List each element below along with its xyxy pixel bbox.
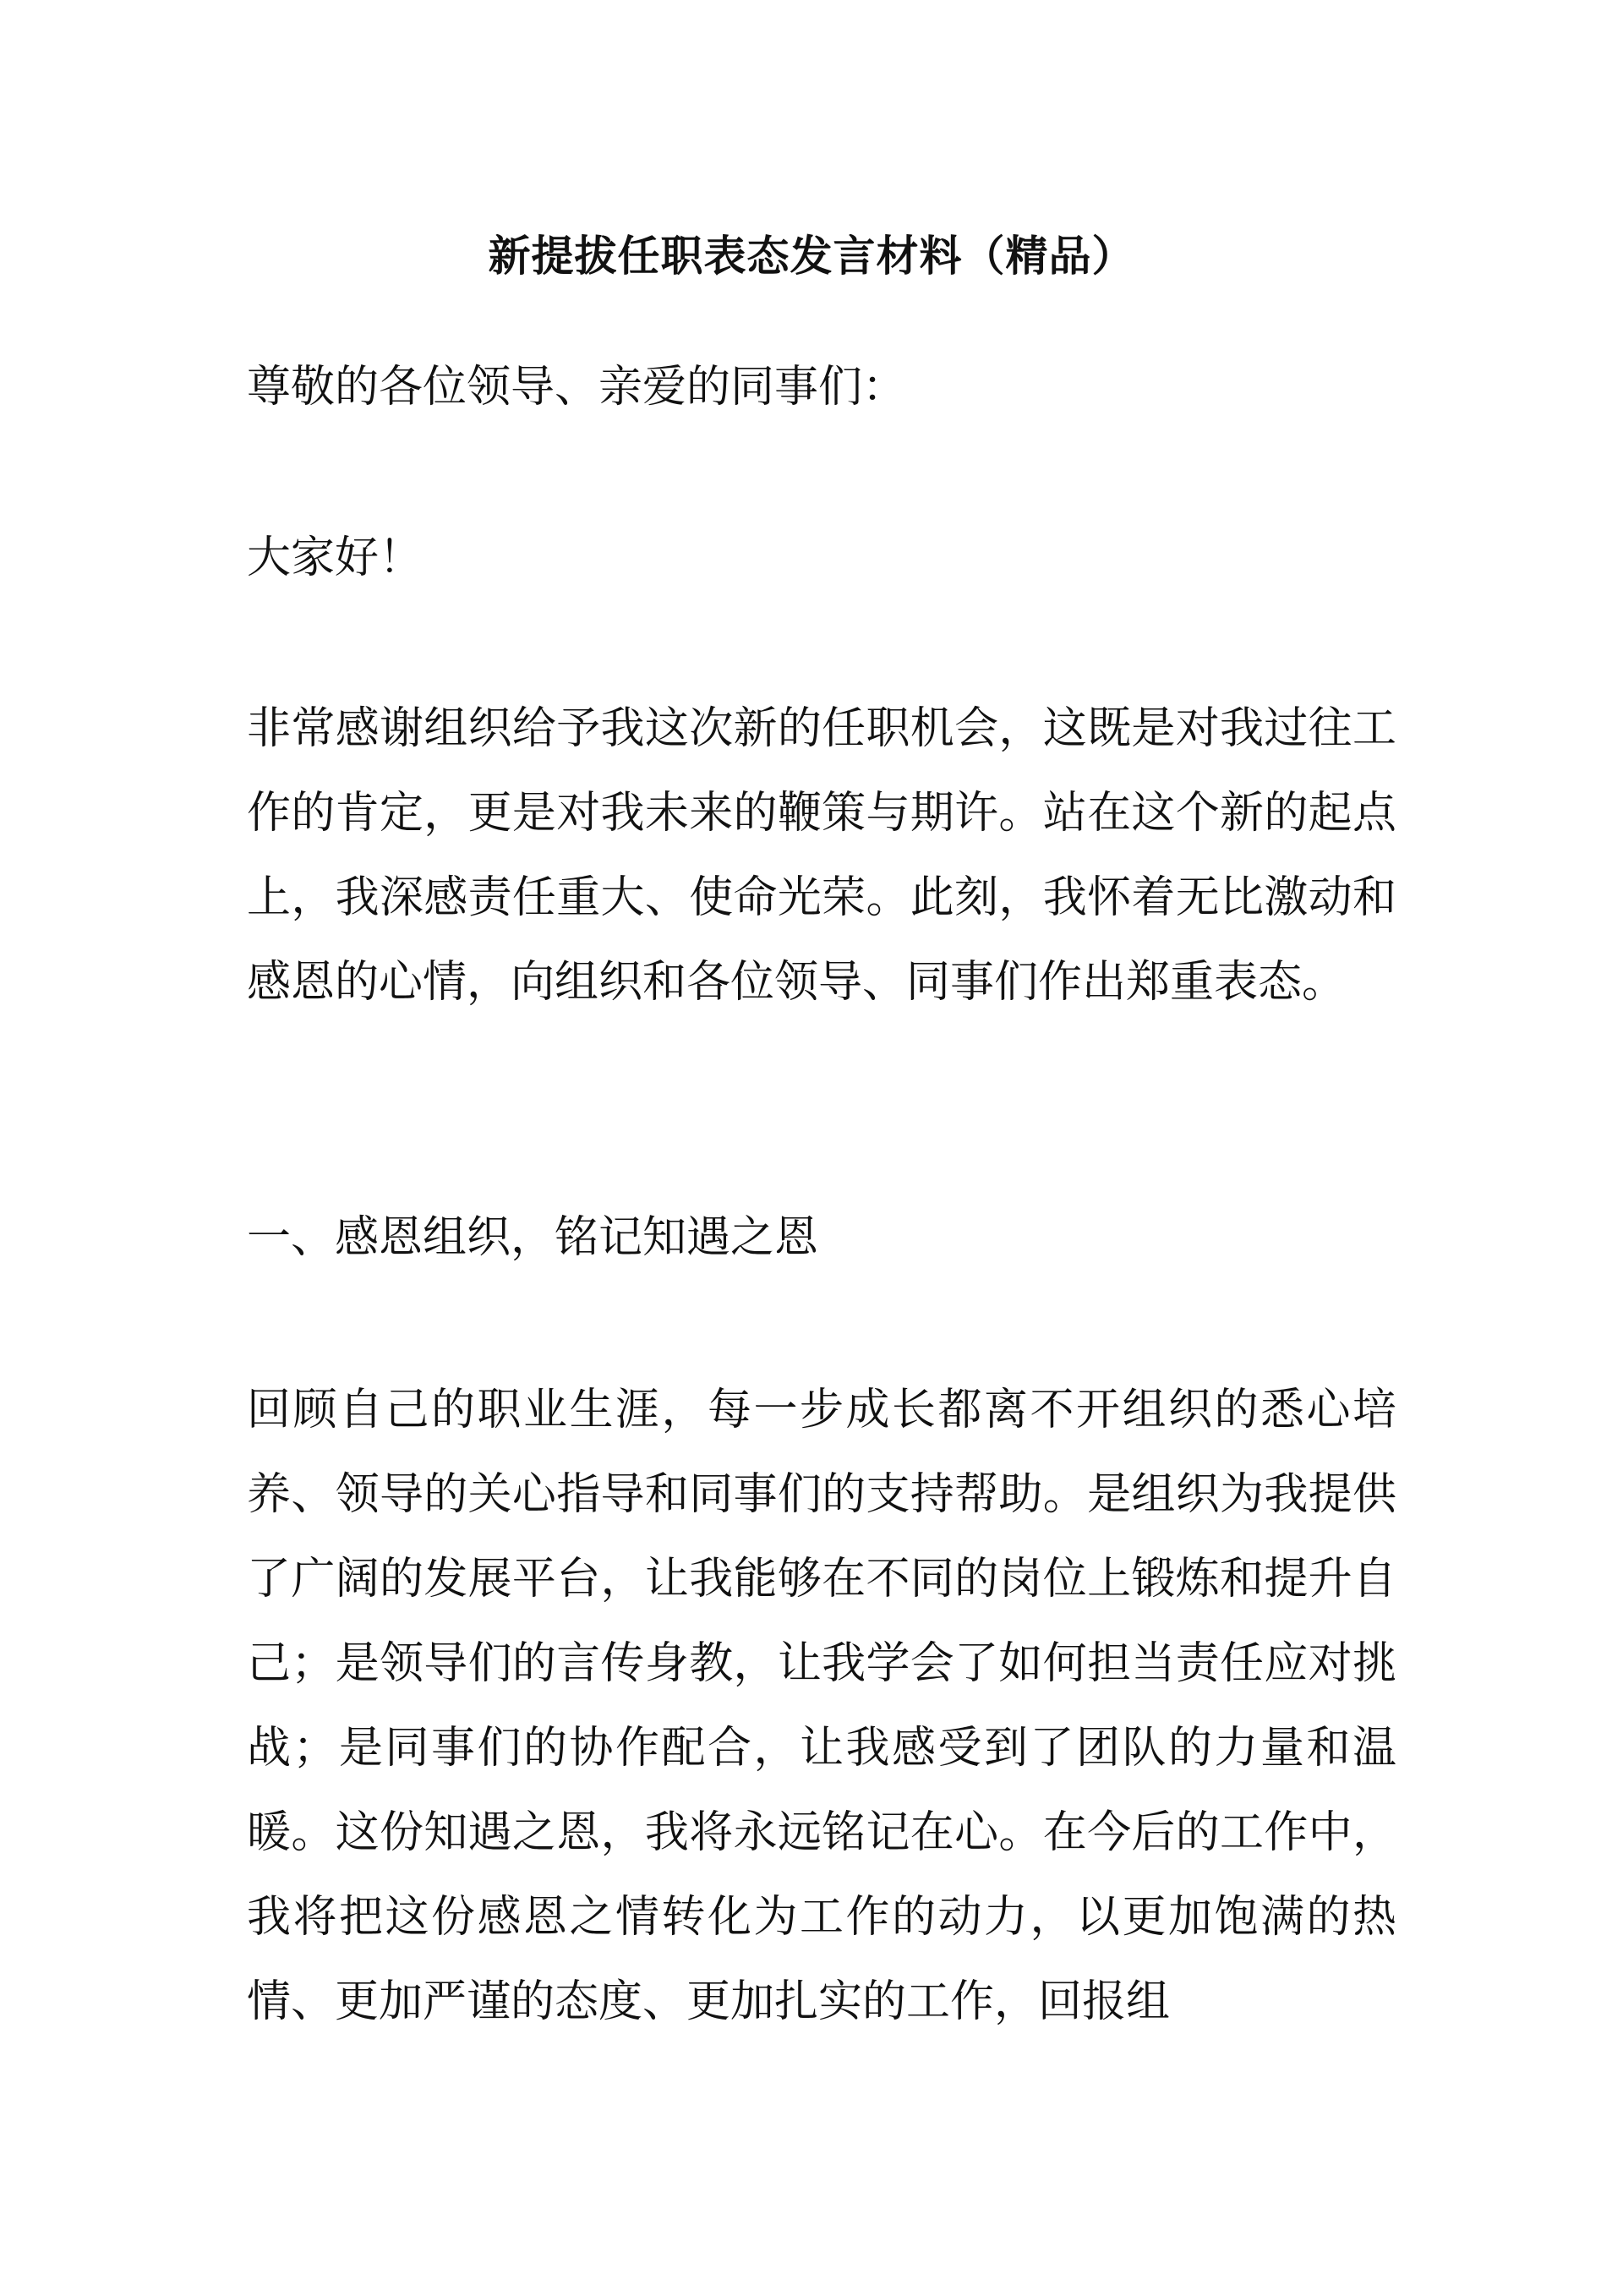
document-title: 新提拔任职表态发言材料（精品） [488, 232, 1135, 281]
section-1-heading: 一、感恩组织，铭记知遇之恩 [247, 1212, 819, 1263]
greeting: 大家好！ [247, 533, 424, 583]
paragraph-1: 非常感谢组织给予我这次新的任职机会，这既是对我过往工作的肯定，更是对我未来的鞭策与期许。站在这个新的起点上，我深感责任重大、使命光荣。此刻，我怀着无比激动和感恩的心情，向组织和各位领导、同事们作出郑重表态。 [247, 703, 1396, 1008]
salutation: 尊敬的各位领导、亲爱的同事们： [247, 362, 907, 413]
paragraph-2: 回顾自己的职业生涯，每一步成长都离不开组织的悉心培养、领导的关心指导和同事们的支持帮助。是组织为我提供了广阔的发展平台，让我能够在不同的岗位上锻炼和提升自己；是领导们的言传身教，让我学会了如何担当责任应对挑战；是同事们的协作配合，让我感受到了团队的力量和温暖。这份知遇之恩，我将永远铭记在心。在今后的工作中，我将把这份感恩之情转化为工作的动力，以更加饱满的热情、更加严谨的态度、更加扎实的工作，回报组 [247, 1385, 1396, 2027]
